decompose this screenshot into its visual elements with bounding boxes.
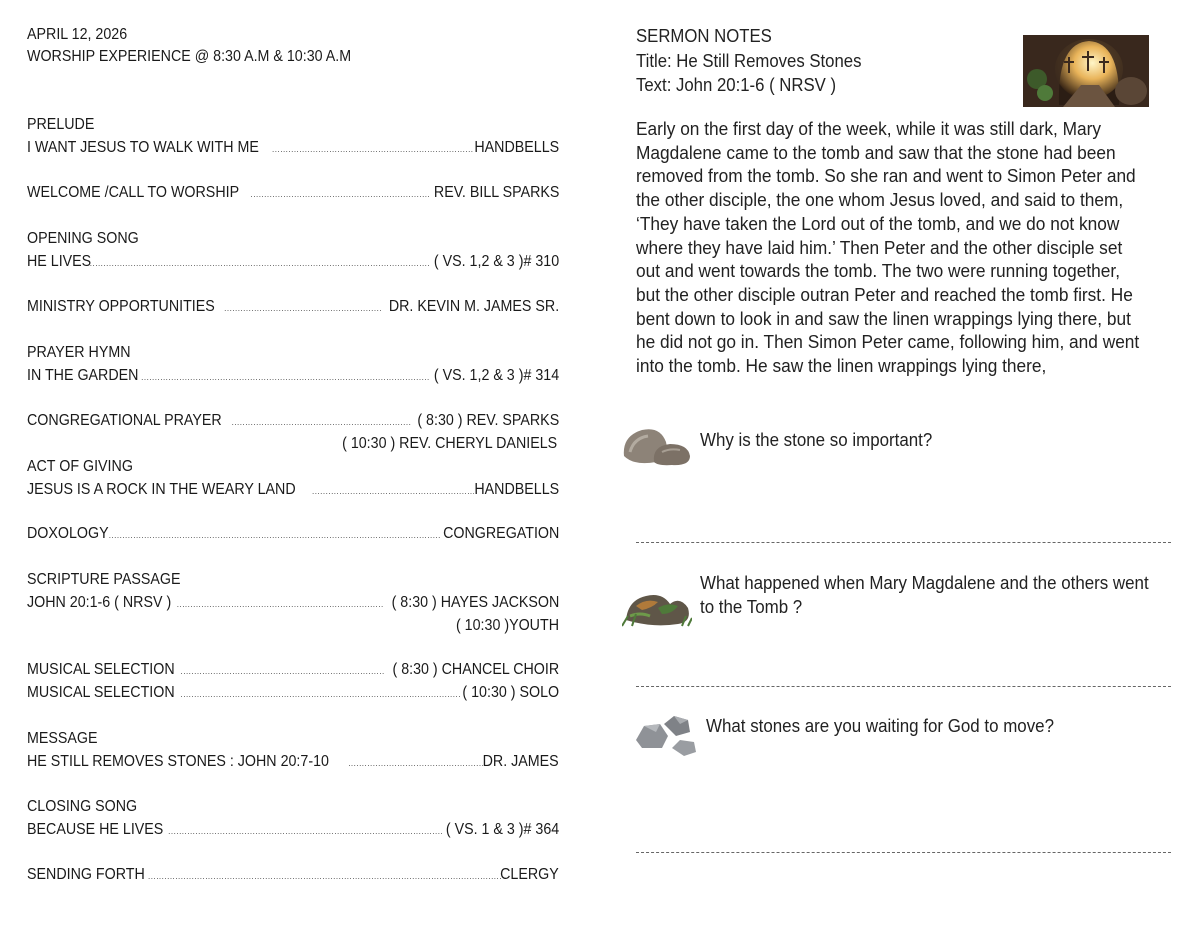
sending-forth-row <box>27 863 559 886</box>
leader-dots <box>148 872 502 882</box>
section-message <box>27 727 559 773</box>
answer-line-3[interactable] <box>636 852 1171 853</box>
question-1: Why is the stone so important? <box>700 430 933 450</box>
section-musical <box>27 658 559 704</box>
musical-item-2: MUSICAL SELECTION <box>27 684 175 701</box>
prelude-title: PRELUDE <box>27 116 95 133</box>
section-prayer-hymn <box>27 341 559 387</box>
sermon-notes-heading: SERMON NOTES <box>636 26 772 46</box>
giving-row <box>27 478 559 501</box>
section-congregational-prayer <box>27 409 559 501</box>
leader-dots <box>168 827 443 837</box>
closing-song-item: BECAUSE HE LIVES <box>27 821 164 838</box>
leader-dots <box>181 690 461 700</box>
question-2: What happened when Mary Magdalene and the others went to the Tomb ? <box>700 573 1149 617</box>
sermon-title: Title: He Still Removes Stones <box>636 50 862 71</box>
section-prelude <box>27 113 559 159</box>
doxology-value: CONGREGATION <box>442 525 559 542</box>
sending-forth-item: SENDING FORTH <box>27 866 145 883</box>
musical-value-2: ( 10:30 ) SOLO <box>462 684 559 701</box>
mossy-rocks-icon <box>622 586 692 628</box>
congregational-prayer-sub: ( 10:30 ) REV. CHERYL DANIELS <box>342 435 558 452</box>
giving-title: ACT OF GIVING <box>27 458 133 475</box>
scripture-row <box>27 591 559 614</box>
congregational-prayer-value: ( 8:30 ) REV. SPARKS <box>417 412 559 429</box>
sermon-text-reference: Text: John 20:1-6 ( NRSV ) <box>636 75 837 95</box>
ministry-value: DR. KEVIN M. JAMES SR. <box>388 298 559 315</box>
musical-value-1: ( 8:30 ) CHANCEL CHOIR <box>392 661 559 678</box>
scripture-value: ( 8:30 ) HAYES JACKSON <box>391 594 559 611</box>
prelude-item: I WANT JESUS TO WALK WITH ME <box>27 139 259 156</box>
leader-dots <box>224 304 381 314</box>
answer-line-2[interactable] <box>636 686 1171 687</box>
ministry-item: MINISTRY OPPORTUNITIES <box>27 298 215 315</box>
leader-dots <box>272 145 474 155</box>
ministry-row <box>27 295 559 318</box>
musical-row-2 <box>27 681 559 704</box>
musical-row-1 <box>27 658 559 681</box>
congregational-prayer-item: CONGREGATIONAL PRAYER <box>27 412 222 429</box>
doxology-item: DOXOLOGY <box>27 525 109 542</box>
opening-song-item: HE LIVES <box>27 253 92 270</box>
empty-tomb-image <box>1023 35 1149 107</box>
congregational-prayer-row <box>27 409 559 432</box>
giving-item: JESUS IS A ROCK IN THE WEARY LAND <box>27 481 296 498</box>
answer-line-1[interactable] <box>636 542 1171 543</box>
scripture-passage: Early on the first day of the week, while it was still dark, Mary Magdalene came to the tomb and saw that the stone had been removed from the tomb. So she ran and went to Simon Peter and the other disciple, the one whom Jesus loved, and said to them, ‘They have taken the Lord out of the tomb, and we do not know where they have laid him.’ Then Peter and the other disciple set out and went towards the tomb. The two were running together, but the other disciple outran Peter and reached the tomb first. He bent down to look in and saw the linen wrappings lying there, but he did not go in. Then Simon Peter came, following him, and went into the tomb. He saw the linen wrappings lying there, <box>636 118 1140 377</box>
leader-dots <box>177 600 384 610</box>
leader-dots <box>348 759 483 769</box>
doxology-row <box>27 522 559 545</box>
rocks-icon-1 <box>620 424 692 466</box>
leader-dots <box>90 259 430 269</box>
leader-dots <box>312 487 474 497</box>
worship-times: WORSHIP EXPERIENCE @ 8:30 A.M & 10:30 A.M <box>27 48 352 65</box>
leader-dots <box>181 667 385 677</box>
prayer-hymn-value: ( VS. 1,2 & 3 )# 314 <box>433 367 559 384</box>
prayer-hymn-item: IN THE GARDEN <box>27 367 139 384</box>
message-item: HE STILL REMOVES STONES : JOHN 20:7-10 <box>27 753 329 770</box>
closing-song-title: CLOSING SONG <box>27 798 138 815</box>
section-opening-song <box>27 227 559 273</box>
scripture-title: SCRIPTURE PASSAGE <box>27 571 181 588</box>
message-title: MESSAGE <box>27 730 98 747</box>
sending-forth-value: CLERGY <box>500 866 559 883</box>
section-closing-song <box>27 795 559 841</box>
leader-dots <box>109 531 440 541</box>
opening-song-title: OPENING SONG <box>27 230 139 247</box>
opening-song-row <box>27 250 559 273</box>
question-3: What stones are you waiting for God to move? <box>706 716 1054 736</box>
closing-song-row <box>27 818 559 841</box>
leader-dots <box>232 418 412 428</box>
prelude-row <box>27 136 559 159</box>
rocks-icon-3 <box>634 714 700 758</box>
scripture-item: JOHN 20:1-6 ( NRSV ) <box>27 594 172 611</box>
section-ministry <box>27 295 559 318</box>
prayer-hymn-title: PRAYER HYMN <box>27 344 131 361</box>
welcome-row <box>27 181 559 204</box>
musical-item-1: MUSICAL SELECTION <box>27 661 175 678</box>
section-welcome <box>27 181 559 204</box>
closing-song-value: ( VS. 1 & 3 )# 364 <box>445 821 559 838</box>
message-row <box>27 750 559 773</box>
prayer-hymn-row <box>27 364 559 387</box>
giving-value: HANDBELLS <box>474 481 559 498</box>
order-of-service <box>27 24 559 883</box>
sermon-notes-header <box>636 24 861 98</box>
service-date: APRIL 12, 2026 <box>27 26 128 43</box>
section-scripture <box>27 568 559 637</box>
leader-dots <box>251 190 430 200</box>
message-value: DR. JAMES <box>482 753 559 770</box>
opening-song-value: ( VS. 1,2 & 3 )# 310 <box>433 253 559 270</box>
welcome-value: REV. BILL SPARKS <box>433 184 559 201</box>
section-sending-forth <box>27 863 559 886</box>
scripture-sub: ( 10:30 )YOUTH <box>455 617 559 634</box>
welcome-item: WELCOME /CALL TO WORSHIP <box>27 184 240 201</box>
section-doxology <box>27 522 559 545</box>
prelude-value: HANDBELLS <box>474 139 559 156</box>
leader-dots <box>141 373 430 383</box>
